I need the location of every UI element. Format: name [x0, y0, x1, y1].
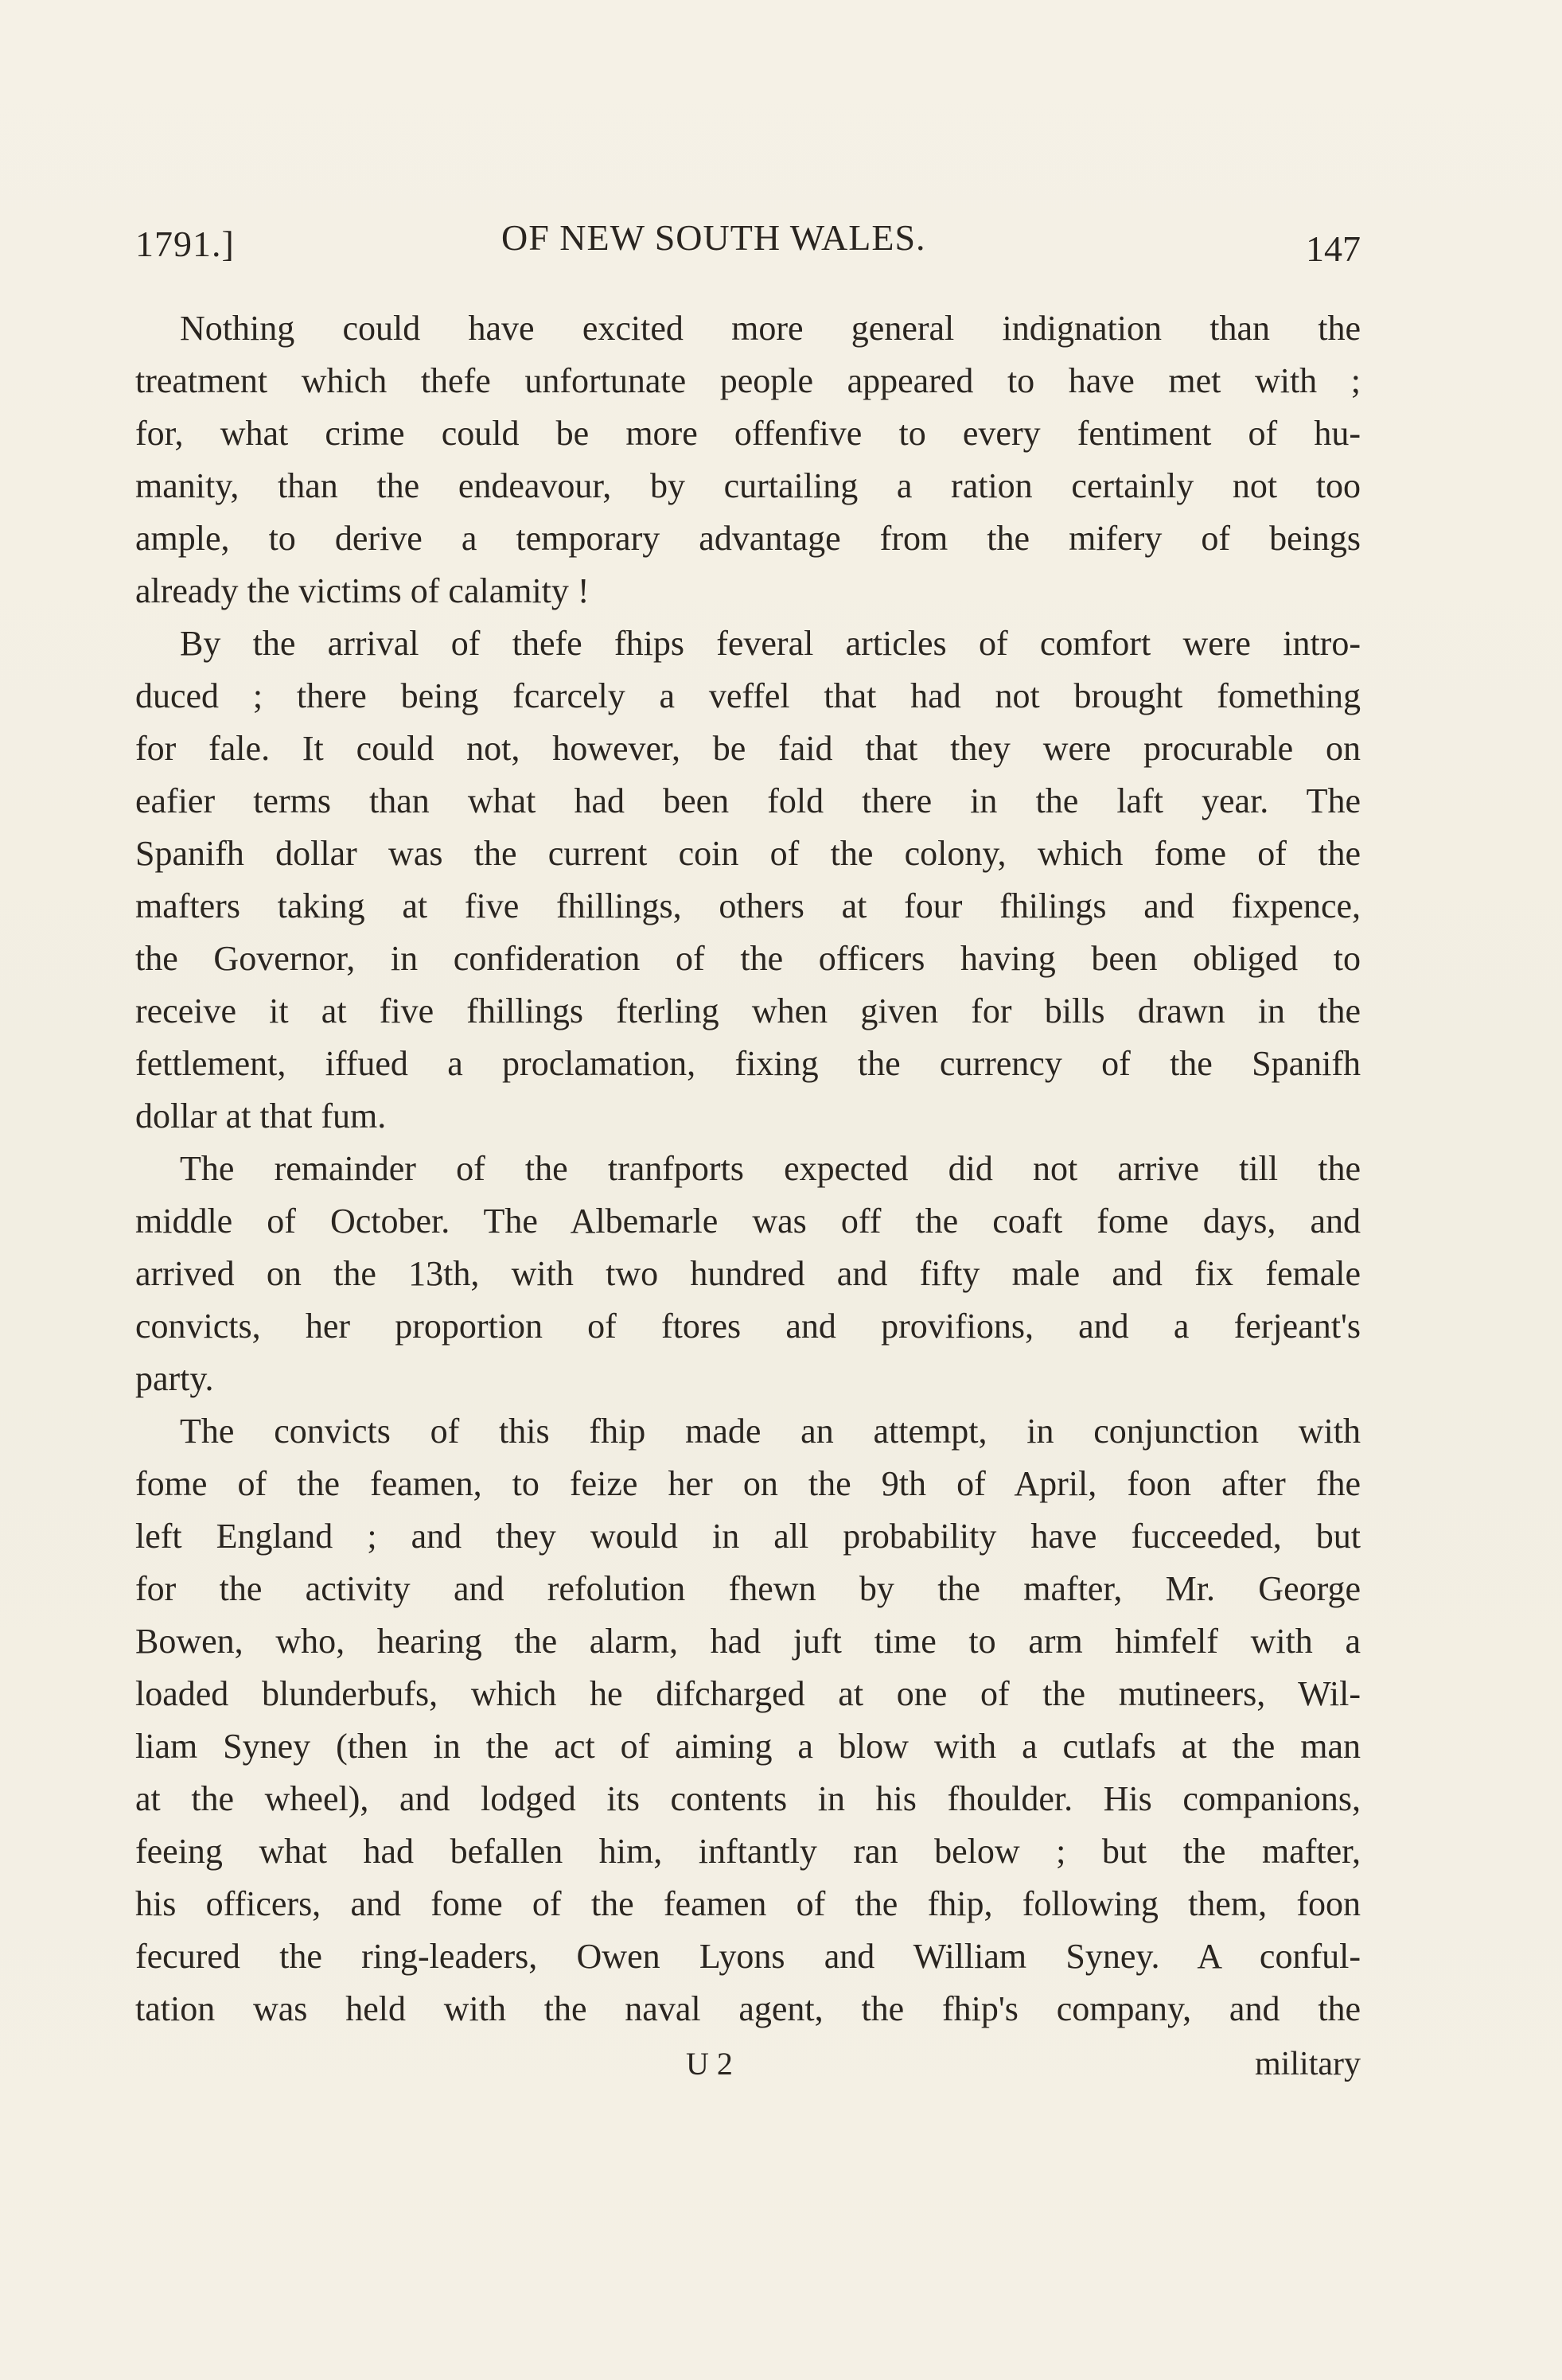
header-title: OF NEW SOUTH WALES.	[501, 217, 926, 258]
text-line: his officers, and fome of the feamen of the fhip, following them, foon	[135, 1884, 1361, 1923]
text-line: Nothing could have excited more general indignation than the	[180, 309, 1361, 348]
text-line: receive it at five fhillings fterling when given for bills drawn in the	[135, 991, 1361, 1030]
text-line: for, what crime could be more offenfive to every fentiment of hu-	[135, 414, 1361, 453]
text-line: fettlement, iffued a proclamation, fixing the currency of the Spanifh	[135, 1044, 1361, 1083]
text-line: duced ; there being fcarcely a veffel that had not brought fomething	[135, 676, 1361, 715]
text-line: manity, than the endeavour, by curtailing a ration certainly not too	[135, 466, 1361, 505]
text-line: party.	[135, 1359, 214, 1398]
text-line: already the victims of calamity !	[135, 571, 590, 610]
text-line: loaded blunderbufs, which he difcharged at one of the mutineers, Wil-	[135, 1674, 1361, 1713]
paragraph	[135, 617, 1361, 1143]
text-line: at the wheel), and lodged its contents in his fhoulder. His companions,	[135, 1779, 1361, 1818]
text-line: left England ; and they would in all probability have fucceeded, but	[135, 1517, 1361, 1556]
text-line: fecured the ring-leaders, Owen Lyons and William Syney. A conful-	[135, 1937, 1361, 1976]
text-line: for the activity and refolution fhewn by the mafter, Mr. George	[135, 1569, 1361, 1608]
catchword: military	[1255, 2046, 1361, 2082]
header-year: 1791.]	[135, 224, 235, 264]
text-line: ample, to derive a temporary advantage from the mifery of beings	[135, 519, 1361, 558]
paragraph	[135, 302, 1361, 617]
body-text	[135, 302, 1361, 2035]
page-number: 147	[1306, 228, 1361, 269]
text-line: treatment which thefe unfortunate people appeared to have met with ;	[135, 361, 1361, 400]
paragraph	[135, 1405, 1361, 2035]
text-line: The remainder of the tranfports expected did not arrive till the	[180, 1149, 1361, 1188]
text-line: The convicts of this fhip made an attempt, in conjunction with	[180, 1412, 1361, 1451]
text-line: dollar at that fum.	[135, 1097, 387, 1135]
text-line: eafier terms than what had been fold there in the laft year. The	[135, 781, 1361, 820]
page-footer	[135, 2045, 1361, 2093]
text-line: convicts, her proportion of ftores and provifions, and a ferjeant's	[135, 1307, 1361, 1346]
running-header	[135, 216, 1361, 269]
text-line: feeing what had befallen him, inftantly ran below ; but the mafter,	[135, 1832, 1361, 1871]
text-line: arrived on the 13th, with two hundred and fifty male and fix female	[135, 1254, 1361, 1293]
text-line: By the arrival of thefe fhips feveral articles of comfort were intro-	[180, 624, 1361, 663]
text-line: the Governor, in confideration of the officers having been obliged to	[135, 939, 1361, 978]
text-line: middle of October. The Albemarle was off the coaft fome days, and	[135, 1202, 1361, 1241]
signature-mark: U 2	[686, 2046, 733, 2082]
text-line: for fale. It could not, however, be faid that they were procurable on	[135, 729, 1361, 768]
text-line: tation was held with the naval agent, the fhip's company, and the	[135, 1989, 1361, 2028]
text-line: Spanifh dollar was the current coin of the colony, which fome of the	[135, 834, 1361, 873]
paragraph	[135, 1143, 1361, 1405]
text-line: Bowen, who, hearing the alarm, had juft time to arm himfelf with a	[135, 1622, 1361, 1661]
text-line: fome of the feamen, to feize her on the 9th of April, foon after fhe	[135, 1464, 1361, 1503]
text-line: mafters taking at five fhillings, others at four fhilings and fixpence,	[135, 886, 1361, 925]
text-line: liam Syney (then in the act of aiming a blow with a cutlafs at the man	[135, 1727, 1361, 1766]
